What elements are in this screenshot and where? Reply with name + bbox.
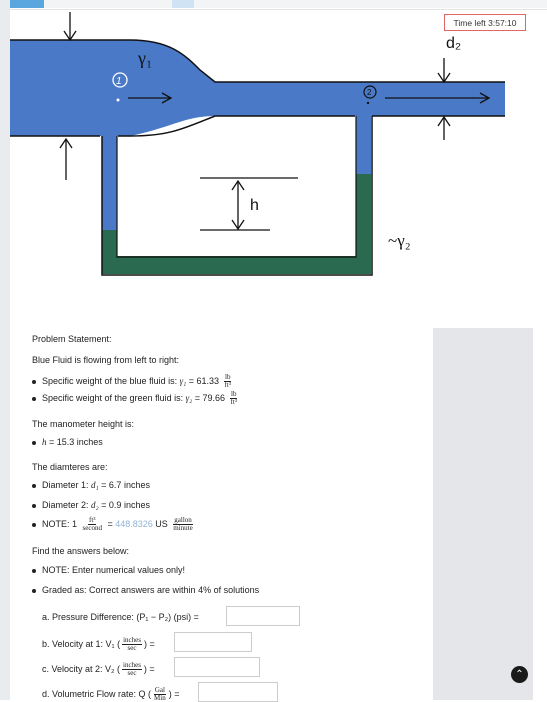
unit-fraction: $\frac{\text{ft³}}{\text{second}}$: [82, 516, 102, 532]
gamma2-label: ~γ₂: [388, 231, 411, 250]
bullet-dot: [32, 397, 36, 401]
chevron-up-icon: ⌃: [515, 669, 524, 680]
point-1-dot: [117, 99, 120, 102]
bullet-dot: [32, 569, 36, 573]
manometer-height-item: h = 15.3 inches: [32, 437, 103, 448]
instruction-item: NOTE: Enter numerical values only!: [32, 565, 185, 576]
scroll-to-top-button[interactable]: [511, 666, 528, 683]
pressure-difference-input[interactable]: [226, 606, 300, 626]
manometer-outer-wall: [102, 116, 372, 275]
velocity-2-input[interactable]: [174, 657, 260, 677]
find-heading: Find the answers below:: [32, 546, 130, 556]
diameter-item: Diameter 2: d₂ = 0.9 inches: [32, 500, 150, 511]
bullet-dot: [32, 380, 36, 384]
left-leg-green-fluid: [102, 230, 117, 260]
question-velocity-1: b. Velocity at 1: V₁ ( $\frac{\text{inches}}{\sec}$ ) =: [42, 636, 155, 652]
bullet-dot: [32, 441, 36, 445]
unit-fraction: $\frac{\text{inches}}{\sec}$: [123, 661, 141, 677]
unit-fraction: $\frac{lb}{\text{ft³}}$: [224, 373, 231, 389]
right-side-panel: [433, 328, 533, 700]
point-2-label: 2: [367, 88, 372, 97]
unit-fraction: $\frac{lb}{\text{ft³}}$: [230, 390, 237, 406]
specific-weight-item: Specific weight of the green fluid is: γ₂ = 79.66 $\frac{lb}{\text{ft³}}$: [32, 391, 240, 406]
diameters-heading: The diamteres are:: [32, 462, 108, 472]
gamma1-label: γ₁: [138, 48, 153, 68]
problem-heading: Problem Statement:: [32, 334, 112, 344]
bullet-dot: [32, 504, 36, 508]
d2-label: d₂: [446, 35, 462, 52]
question-pressure-difference: a. Pressure Difference: (P₁ − P₂) (psi) =: [42, 612, 199, 622]
right-leg-blue-fluid: [356, 116, 371, 174]
time-left-timer: Time left 3:57:10: [444, 14, 526, 31]
conversion-value-link[interactable]: 448.8326: [115, 518, 153, 529]
problem-intro: Blue Fluid is flowing from left to right:: [32, 355, 180, 365]
point-2-dot: [367, 102, 369, 104]
unit-fraction: $\frac{\text{inches}}{\sec}$: [123, 636, 141, 652]
specific-weight-item: Specific weight of the blue fluid is: γ₁ = 61.33 $\frac{lb}{\text{ft³}}$: [32, 374, 234, 389]
venturi-manometer-diagram: [0, 0, 547, 330]
unit-fraction: $\frac{\text{Gal}}{\text{Min}}$: [154, 686, 166, 702]
bullet-dot: [32, 589, 36, 593]
bullet-dot: [32, 523, 36, 527]
flow-rate-input[interactable]: [198, 682, 278, 702]
unit-fraction: $\frac{\text{gallon}}{\text{minute}}$: [173, 516, 193, 532]
point-1-label: 1: [116, 76, 122, 87]
question-flow-rate: d. Volumetric Flow rate: Q ( $\frac{\text{Gal}}{\text{Min}}$ ) =: [42, 686, 180, 702]
manometer-inner-wall: [117, 116, 356, 257]
bottom-green-fluid: [102, 256, 371, 274]
velocity-1-input[interactable]: [174, 632, 252, 652]
diameter-item: Diameter 1: d₁ = 6.7 inches: [32, 480, 150, 491]
bullet-dot: [32, 484, 36, 488]
manometer-heading: The manometer height is:: [32, 419, 135, 429]
h-label: h: [250, 197, 259, 214]
conversion-note: NOTE: 1 $\frac{\text{ft³}}{\text{second}}$ = 448.8326 US $\frac{\text{gallon}}{\text{minute}}$: [32, 517, 196, 532]
question-velocity-2: c. Velocity at 2: V₂ ( $\frac{\text{inches}}{\sec}$ ) =: [42, 661, 155, 677]
blue-fluid-pipe: [10, 40, 505, 136]
instruction-item: Graded as: Correct answers are within 4% of solutions: [32, 585, 259, 596]
